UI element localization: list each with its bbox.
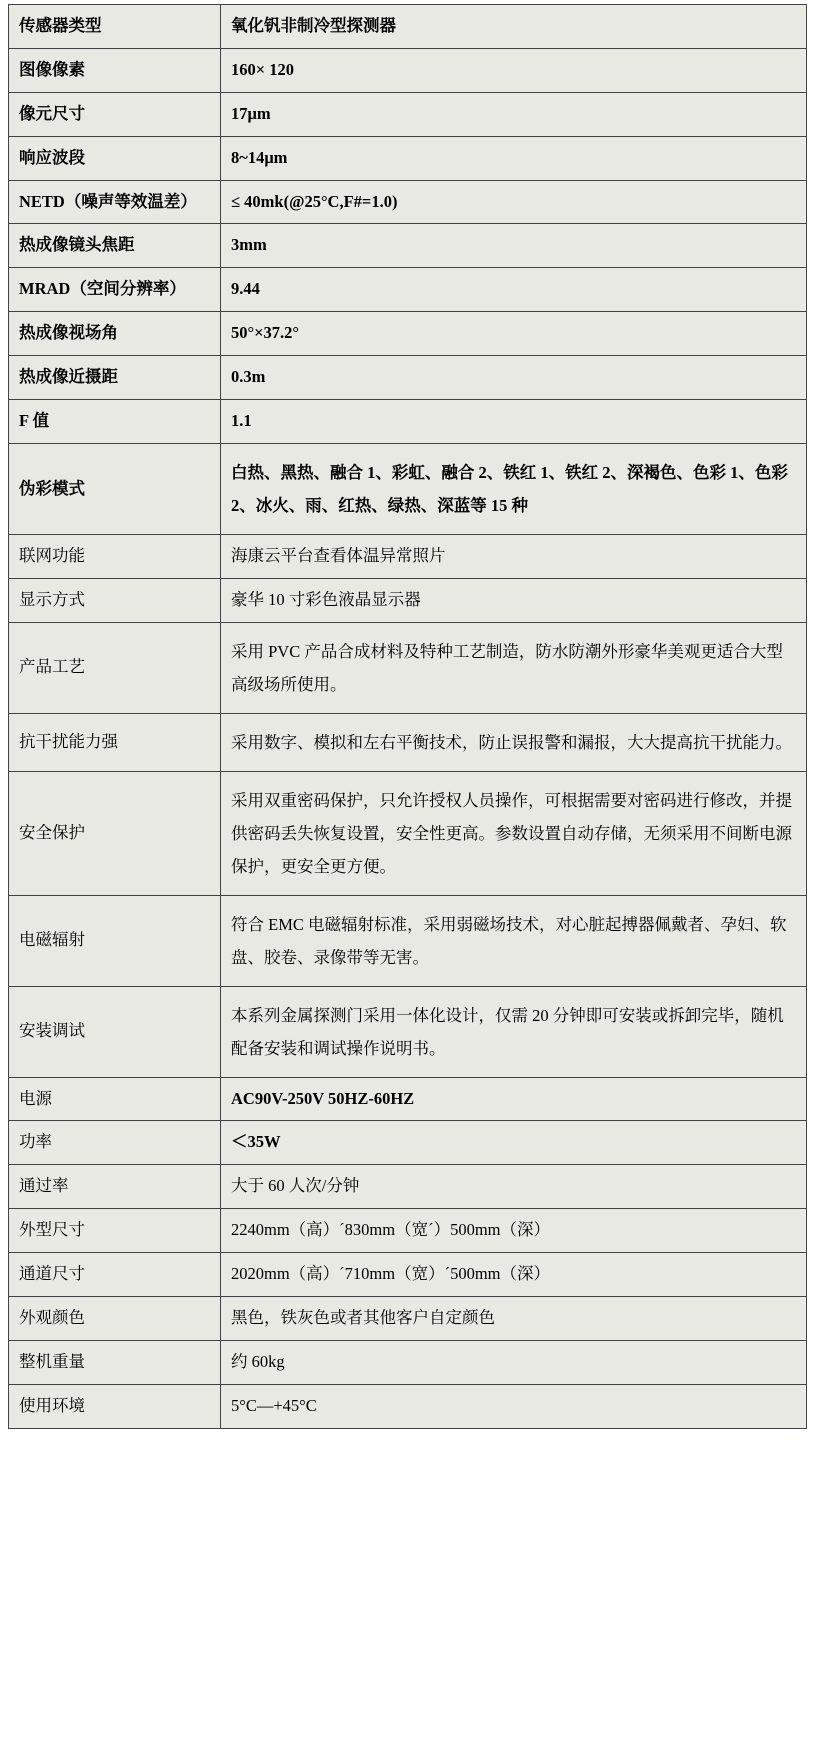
- specifications-table: [8, 4, 807, 1429]
- table-row: [9, 399, 807, 443]
- table-row: [9, 136, 807, 180]
- row-label: 传感器类型: [9, 5, 221, 49]
- row-label: NETD（噪声等效温差）: [9, 180, 221, 224]
- table-row: [9, 771, 807, 895]
- table-row: [9, 224, 807, 268]
- row-value: 160× 120: [221, 48, 807, 92]
- table-row: [9, 268, 807, 312]
- row-label: 整机重量: [9, 1340, 221, 1384]
- row-label: 显示方式: [9, 578, 221, 622]
- row-value: 3mm: [221, 224, 807, 268]
- row-value: 豪华 10 寸彩色液晶显示器: [221, 578, 807, 622]
- table-row: [9, 1384, 807, 1428]
- row-label: 外型尺寸: [9, 1209, 221, 1253]
- row-value: 5°C—+45°C: [221, 1384, 807, 1428]
- row-label: 联网功能: [9, 534, 221, 578]
- row-value: ≤ 40mk(@25°C,F#=1.0): [221, 180, 807, 224]
- row-label: 电源: [9, 1077, 221, 1121]
- row-value: 采用双重密码保护，只允许授权人员操作，可根据需要对密码进行修改，并提供密码丢失恢复设置，安全性更高。参数设置自动存储，无须采用不间断电源保护，更安全更方便。: [221, 771, 807, 895]
- row-label: 热成像视场角: [9, 312, 221, 356]
- row-label: 外观颜色: [9, 1296, 221, 1340]
- table-row: [9, 713, 807, 771]
- table-body: [9, 5, 807, 1429]
- table-row: [9, 578, 807, 622]
- row-label: 热成像镜头焦距: [9, 224, 221, 268]
- row-value: 约 60kg: [221, 1340, 807, 1384]
- row-value: 符合 EMC 电磁辐射标准，采用弱磁场技术，对心脏起搏器佩戴者、孕妇、软盘、胶卷、录像带等无害。: [221, 895, 807, 986]
- row-value: 9.44: [221, 268, 807, 312]
- table-row: [9, 1165, 807, 1209]
- row-label: 响应波段: [9, 136, 221, 180]
- row-label: 抗干扰能力强: [9, 713, 221, 771]
- row-value: 2020mm（高）´710mm（宽）´500mm（深）: [221, 1253, 807, 1297]
- row-value: 采用 PVC 产品合成材料及特种工艺制造，防水防潮外形豪华美观更适合大型高级场所使用。: [221, 622, 807, 713]
- table-row: [9, 1253, 807, 1297]
- row-label: 像元尺寸: [9, 92, 221, 136]
- row-value: ＜35W: [221, 1121, 807, 1165]
- table-row: [9, 534, 807, 578]
- row-label: 伪彩模式: [9, 443, 221, 534]
- row-label: F 值: [9, 399, 221, 443]
- row-value: 1.1: [221, 399, 807, 443]
- row-value: 50°×37.2°: [221, 312, 807, 356]
- table-row: [9, 1077, 807, 1121]
- row-value: 黑色，铁灰色或者其他客户自定颜色: [221, 1296, 807, 1340]
- row-label: 热成像近摄距: [9, 356, 221, 400]
- row-label: 安装调试: [9, 986, 221, 1077]
- row-value: 白热、黑热、融合 1、彩虹、融合 2、铁红 1、铁红 2、深褐色、色彩 1、色彩 2、冰火、雨、红热、绿热、深蓝等 15 种: [221, 443, 807, 534]
- table-row: [9, 443, 807, 534]
- row-value: 大于 60 人次/分钟: [221, 1165, 807, 1209]
- row-value: 海康云平台查看体温异常照片: [221, 534, 807, 578]
- row-label: 通过率: [9, 1165, 221, 1209]
- row-value: 8~14μm: [221, 136, 807, 180]
- table-row: [9, 356, 807, 400]
- row-label: 安全保护: [9, 771, 221, 895]
- row-label: 产品工艺: [9, 622, 221, 713]
- row-value: 0.3m: [221, 356, 807, 400]
- row-label: 电磁辐射: [9, 895, 221, 986]
- table-row: [9, 1209, 807, 1253]
- table-row: [9, 92, 807, 136]
- table-row: [9, 986, 807, 1077]
- row-label: MRAD（空间分辨率）: [9, 268, 221, 312]
- row-label: 使用环境: [9, 1384, 221, 1428]
- table-row: [9, 180, 807, 224]
- row-label: 功率: [9, 1121, 221, 1165]
- row-value: 氧化钒非制冷型探测器: [221, 5, 807, 49]
- table-row: [9, 48, 807, 92]
- table-row: [9, 1121, 807, 1165]
- row-value: 采用数字、模拟和左右平衡技术，防止误报警和漏报，大大提高抗干扰能力。: [221, 713, 807, 771]
- row-value: 17μm: [221, 92, 807, 136]
- row-value: 本系列金属探测门采用一体化设计，仅需 20 分钟即可安装或拆卸完毕，随机配备安装和调试操作说明书。: [221, 986, 807, 1077]
- table-row: [9, 895, 807, 986]
- table-row: [9, 312, 807, 356]
- table-row: [9, 5, 807, 49]
- row-value: AC90V-250V 50HZ-60HZ: [221, 1077, 807, 1121]
- row-label: 通道尺寸: [9, 1253, 221, 1297]
- table-row: [9, 1296, 807, 1340]
- row-value: 2240mm（高）´830mm（宽´）500mm（深）: [221, 1209, 807, 1253]
- table-row: [9, 1340, 807, 1384]
- table-row: [9, 622, 807, 713]
- row-label: 图像像素: [9, 48, 221, 92]
